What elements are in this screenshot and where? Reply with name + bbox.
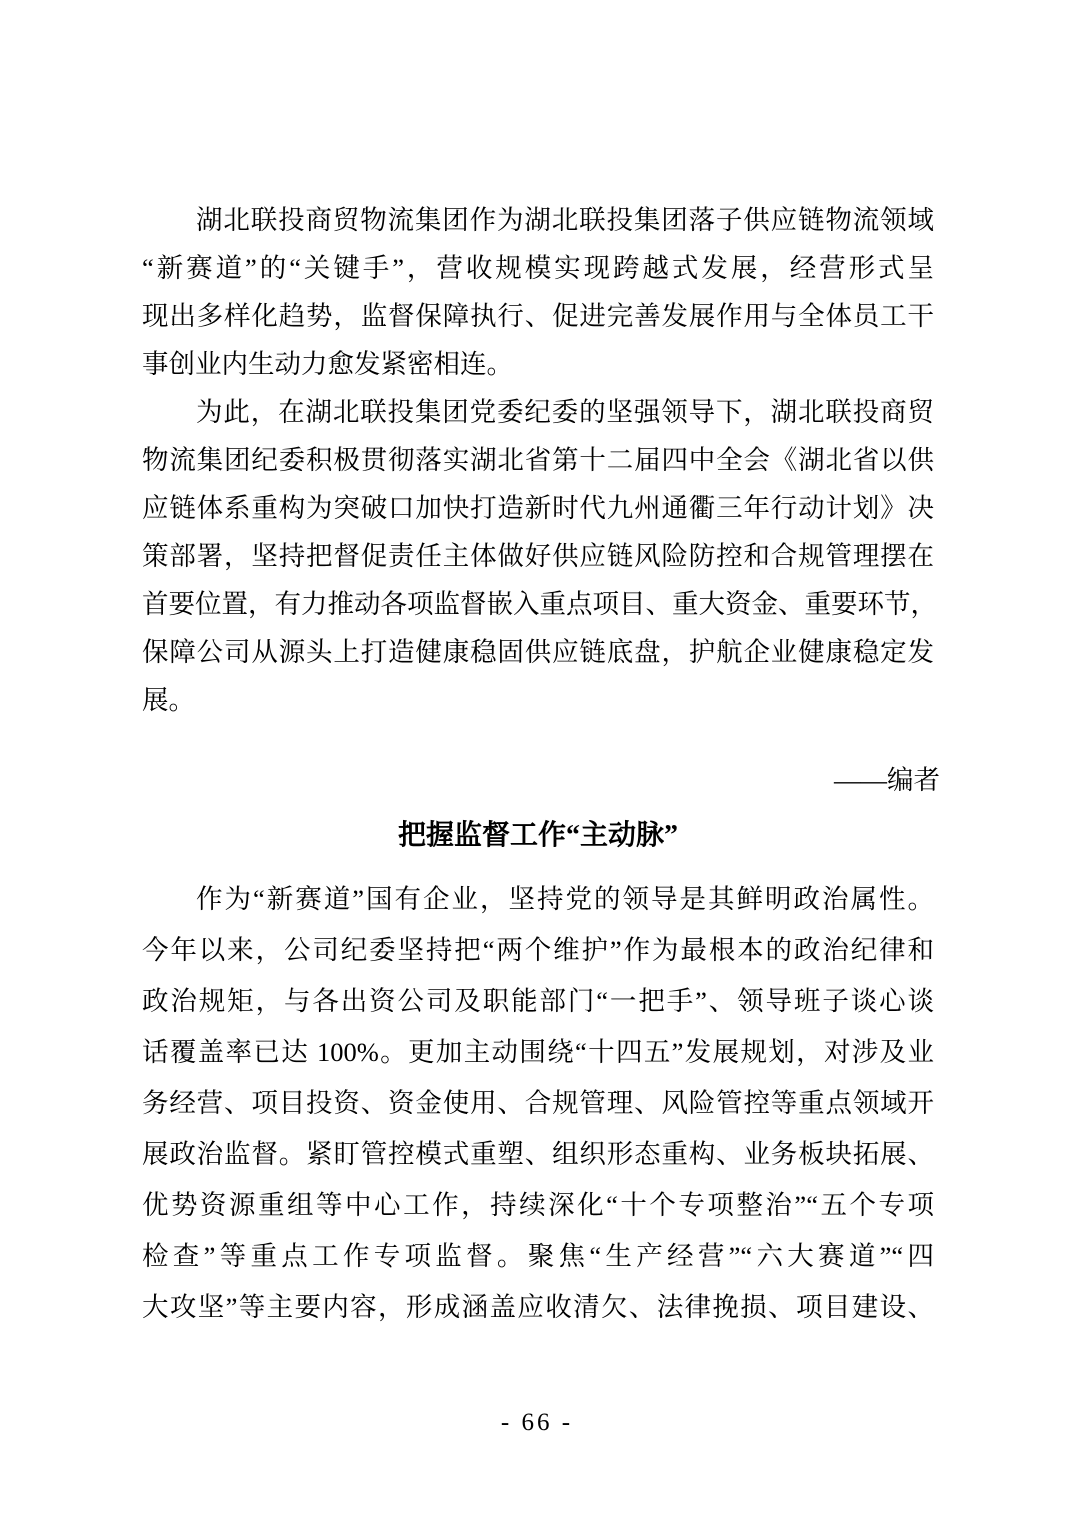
text-line: 今年以来，公司纪委坚持把“两个维护”作为最根本的政治纪律和 bbox=[142, 935, 934, 965]
section-body bbox=[142, 874, 934, 1333]
editor-note-body bbox=[142, 196, 937, 724]
text-line: 保障公司从源头上打造健康稳固供应链底盘，护航企业健康稳定发 bbox=[142, 637, 934, 667]
text-line: 检查”等重点工作专项监督。聚焦“生产经营”“六大赛道”“四 bbox=[142, 1241, 934, 1271]
text-line: 大攻坚”等主要内容，形成涵盖应收清欠、法律挽损、项目建设、 bbox=[142, 1292, 934, 1322]
section-heading: 把握监督工作“主动脉” bbox=[397, 820, 678, 851]
text-line: 展政治监督。紧盯管控模式重塑、组织形态重构、业务板块拓展、 bbox=[142, 1139, 934, 1169]
text-line: 首要位置，有力推动各项监督嵌入重点项目、重大资金、重要环节， bbox=[142, 589, 937, 619]
text-line: 湖北联投商贸物流集团作为湖北联投集团落子供应链物流领域 bbox=[196, 205, 934, 235]
text-line: 事创业内生动力愈发紧密相连。 bbox=[142, 349, 513, 379]
page-number: - 66 - bbox=[500, 1409, 574, 1436]
text-line: 现出多样化趋势，监督保障执行、促进完善发展作用与全体员工干 bbox=[142, 301, 934, 331]
text-line: 策部署，坚持把督促责任主体做好供应链风险防控和合规管理摆在 bbox=[142, 541, 934, 571]
text-line: 话覆盖率已达 100%。更加主动围绕“十四五”发展规划，对涉及业 bbox=[142, 1037, 934, 1067]
text-line: 为此，在湖北联投集团党委纪委的坚强领导下，湖北联投商贸 bbox=[196, 397, 934, 427]
text-line: 作为“新赛道”国有企业，坚持党的领导是其鲜明政治属性。 bbox=[196, 884, 934, 914]
text-line: 展。 bbox=[142, 685, 195, 715]
text-line: 物流集团纪委积极贯彻落实湖北省第十二届四中全会《湖北省以供 bbox=[142, 445, 934, 475]
text-line: “新赛道”的“关键手”，营收规模实现跨越式发展，经营形式呈 bbox=[142, 253, 934, 283]
editor-byline: ——编者 bbox=[834, 765, 940, 795]
text-line: 务经营、项目投资、资金使用、合规管理、风险管控等重点领域开 bbox=[142, 1088, 934, 1118]
text-line: 优势资源重组等中心工作，持续深化“十个专项整治”“五个专项 bbox=[142, 1190, 934, 1220]
text-line: 政治规矩，与各出资公司及职能部门“一把手”、领导班子谈心谈 bbox=[142, 986, 934, 1016]
text-line: 应链体系重构为突破口加快打造新时代九州通衢三年行动计划》决 bbox=[142, 493, 934, 523]
